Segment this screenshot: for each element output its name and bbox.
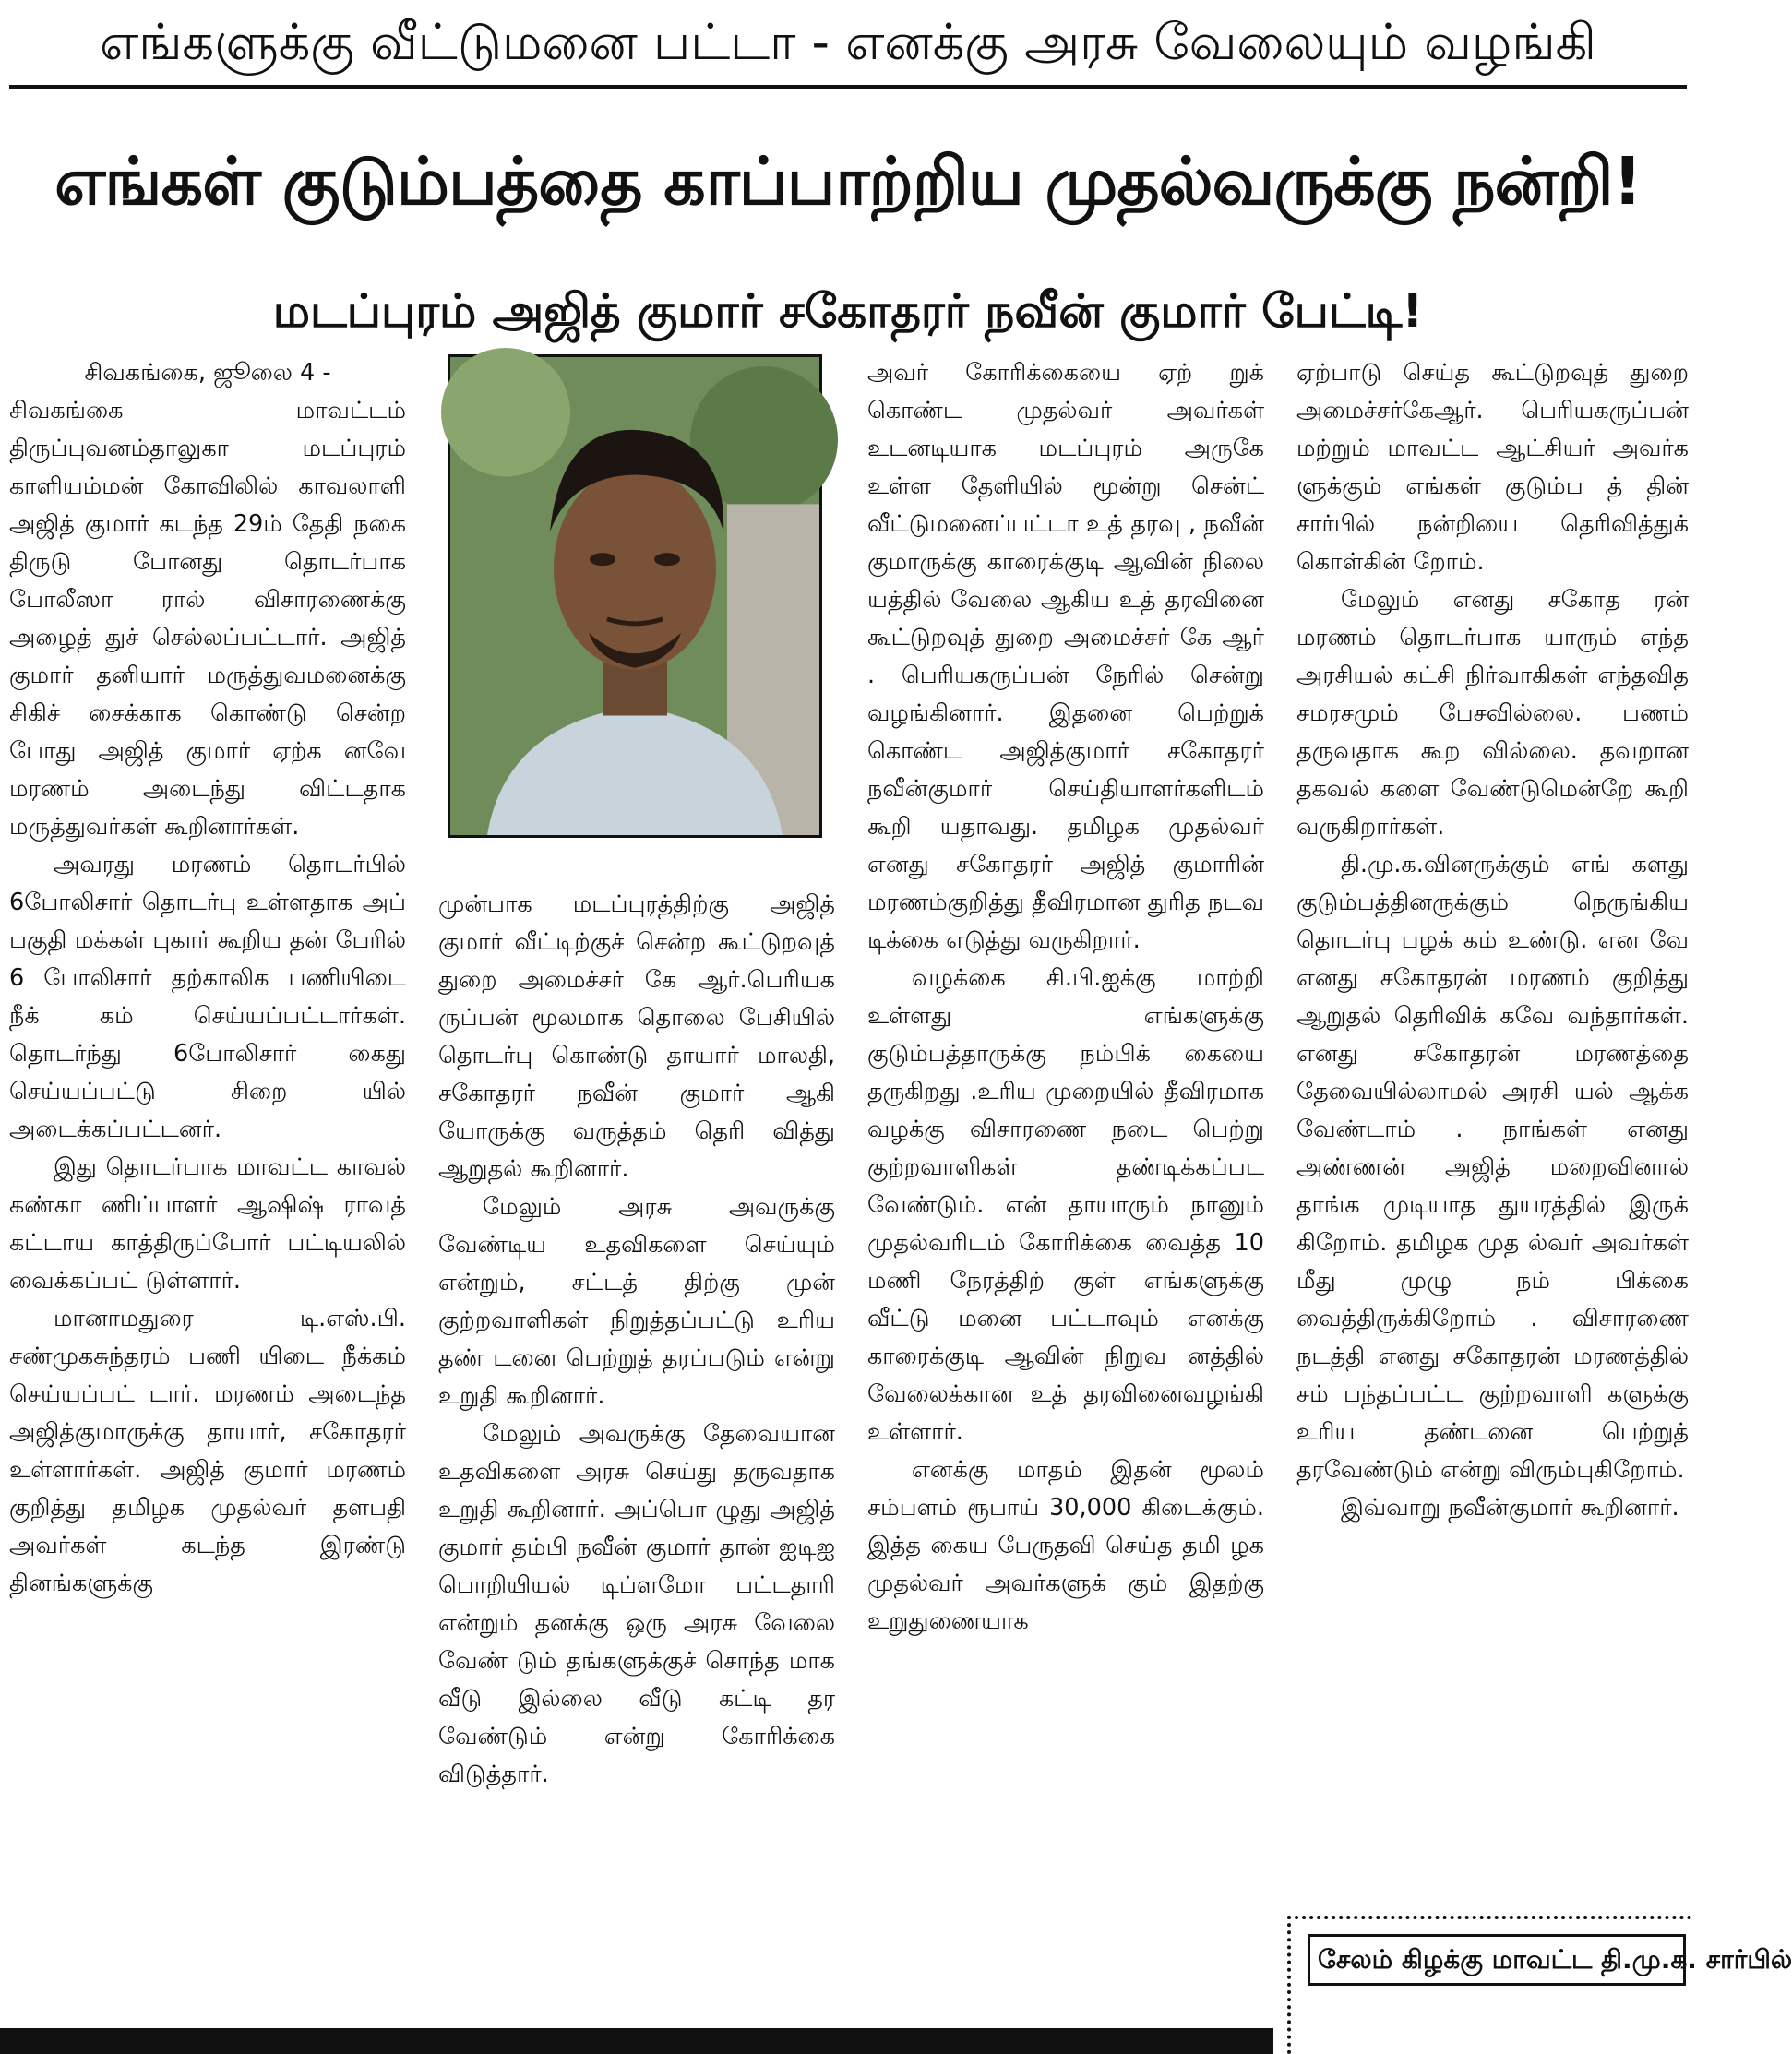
paragraph: சிவகங்கை மாவட்டம் திருப்புவனம்தாலுகா மடப்புரம் காளியம்மன் கோவிலில் காவலாளி அஜித் குமார் கடந்த 29ம் தேதி நகை திருடு போனது தொடர்பாக போலீஸா ரால் விசாரணைக்கு அழைத் துச் செல்லப்பட்டார். அஜித் குமார் தனியார் மருத்துவமனைக்கு சிகிச் சைக்காக கொண்டு சென்ற போது அஜித் குமார் ஏற்க னவே மரணம் அடைந்து விட்டதாக மருத்துவர்கள் கூறினார்கள்.: [9, 397, 406, 841]
paragraph: மேலும் எனது சகோத ரன் மரணம் தொடர்பாக யாரும் எந்த அரசியல் கட்சி நிர்வாகிகள் எந்தவித சமரசமும் பேசவில்லை. பணம் தருவதாக கூற வில்லை. தவறான தகவல் களை வேண்டுமென்றே கூறி வருகிறார்கள்.: [1296, 586, 1689, 841]
adjacent-article-label: சேலம் கிழக்கு மாவட்ட தி.மு.க. சார்பில்: [1308, 1934, 1686, 1986]
paragraph: இது தொடர்பாக மாவட்ட காவல் கண்கா ணிப்பாளர் ஆஷிஷ் ராவத் கட்டாய காத்திருப்போர் பட்டியலில் வைக்கப்பட் டுள்ளார்.: [9, 1153, 406, 1295]
kicker-rule: [9, 85, 1687, 89]
portrait-photo-icon: [450, 357, 819, 835]
paragraph: அவர் கோரிக்கையை ஏற் றுக் கொண்ட முதல்வர் அவர்கள் உடனடியாக மடப்புரம் அருகே உள்ள தேளியில் மூன்று சென்ட் வீட்டுமனைப்பட்டா உத் தரவு , நவீன் குமாருக்கு காரைக்குடி ஆவின் நிலை யத்தில் வேலை ஆகிய உத் தரவினை கூட்டுறவுத் துறை அமைச்சர் கே ஆர் . பெரியகருப்பன் நேரில் சென்று வழங்கினார். இதனை பெற்றுக் கொண்ட அஜித்குமார் சகோதரர் நவீன்குமார் செய்தியாளர்களிடம் கூறி யதாவது. தமிழக முதல்வர் எனது சகோதரர் அஜித் குமாரின் மரணம்குறித்து தீவிரமான துரித நடவ டிக்கை எடுத்து வருகிறார்.: [867, 359, 1264, 954]
article-column-2: [438, 886, 835, 2021]
sub-headline: மடப்புரம் அஜித் குமார் சகோதரர் நவீன் குமார் பேட்டி!: [272, 284, 1424, 338]
article-column-4: [1296, 354, 1689, 1941]
paragraph: இவ்வாறு நவீன்குமார் கூறினார்.: [1341, 1494, 1679, 1522]
article-column-3: [867, 354, 1264, 2015]
dateline: சிவகங்கை, ஜூலை 4 -: [84, 359, 331, 387]
bottom-divider-bar: [0, 2028, 1273, 2054]
paragraph: மேலும் அவருக்கு தேவையான உதவிகளை அரசு செய்து தருவதாக உறுதி கூறினார். அப்பொ ழுது அஜித் குமார் தம்பி நவீன் குமார் தான் ஐடிஐ பொறியியல் டிப்ளமோ பட்டதாரி என்றும் தனக்கு ஒரு அரசு வேலை வேண் டும் தங்களுக்குச் சொந்த மாக வீடு இல்லை வீடு கட்டி தர வேண்டும் என்று கோரிக்கை விடுத்தார்.: [438, 1420, 835, 1788]
portrait-photo: [448, 354, 822, 838]
paragraph: எனக்கு மாதம் இதன் மூலம் சம்பளம் ரூபாய் 30,000 கிடைக்கும். இத்த கைய பேருதவி செய்த தமி ழக முதல்வர் அவர்களுக் கும் இதற்கு உறுதுணையாக: [867, 1456, 1264, 1635]
paragraph: முன்பாக மடப்புரத்திற்கு அஜித் குமார் வீட்டிற்குச் சென்ற கூட்டுறவுத் துறை அமைச்சர் கே ஆர்.பெரியக ருப்பன் மூலமாக தொலை பேசியில் தொடர்பு கொண்டு தாயார் மாலதி, சகோதரர் நவீன் குமார் ஆகி யோருக்கு வருத்தம் தெரி வித்து ஆறுதல் கூறினார்.: [438, 890, 835, 1183]
adjacent-article-box: [1287, 1916, 1792, 2054]
paragraph: ஏற்பாடு செய்த கூட்டுறவுத் துறை அமைச்சர்கேஆர். பெரியகருப்பன் மற்றும் மாவட்ட ஆட்சியர் அவர்க ளுக்கும் எங்கள் குடும்ப த் தின் சார்பில் நன்றியை தெரிவித்துக் கொள்கின் றோம்.: [1296, 359, 1689, 576]
article-column-1: [9, 354, 406, 2015]
kicker-headline: எங்களுக்கு வீட்டுமனை பட்டா - எனக்கு அரசு வேலையும் வழங்கி: [100, 13, 1596, 71]
main-headline: எங்கள் குடும்பத்தை காப்பாற்றிய முதல்வருக்கு நன்றி!: [54, 143, 1642, 220]
paragraph: வழக்கை சி.பி.ஐக்கு மாற்றி உள்ளது எங்களுக்கு குடும்பத்தாருக்கு நம்பிக் கையை தருகிறது .உரிய முறையில் தீவிரமாக வழக்கு விசாரணை நடை பெற்று குற்றவாளிகள் தண்டிக்கப்பட வேண்டும். என் தாயாரும் நானும் முதல்வரிடம் கோரிக்கை வைத்த 10 மணி நேரத்திற் குள் எங்களுக்கு வீட்டு மனை பட்டாவும் எனக்கு காரைக்குடி ஆவின் நிறுவ னத்தில் வேலைக்கான உத் தரவினைவழங்கி உள்ளார்.: [867, 964, 1264, 1446]
paragraph: தி.மு.க.வினருக்கும் எங் களது குடும்பத்தினருக்கும் நெருங்கிய தொடர்பு பழக் கம் உண்டு. என வே எனது சகோதரன் மரணம் குறித்து ஆறுதல் தெரிவிக் கவே வந்தார்கள். எனது சகோதரன் மரணத்தை தேவையில்லாமல் அரசி யல் ஆக்க வேண்டாம் . நாங்கள் எனது அண்ணன் அஜித் மறைவினால் தாங்க முடியாத துயரத்தில் இருக் கிறோம். தமிழக முத ல்வர் அவர்கள் மீது முழு நம் பிக்கை வைத்திருக்கிறோம் . விசாரணை நடத்தி எனது சகோதரன் மரணத்தில் சம் பந்தப்பட்ட குற்றவாளி களுக்கு உரிய தண்டனை பெற்றுத் தரவேண்டும் என்று விரும்புகிறோம்.: [1296, 851, 1689, 1484]
paragraph: அவரது மரணம் தொடர்பில் 6போலிசார் தொடர்பு உள்ளதாக அப் பகுதி மக்கள் புகார் கூறிய தன் பேரில் 6 போலிசார் தற்காலிக பணியிடை நீக் கம் செய்யப்பட்டார்கள். தொடர்ந்து 6போலிசார் கைது செய்யப்பட்டு சிறை யில் அடைக்கப்பட்டனர்.: [9, 851, 406, 1143]
paragraph: மேலும் அரசு அவருக்கு வேண்டிய உதவிகளை செய்யும் என்றும், சட்டத் திற்கு முன் குற்றவாளிகள் நிறுத்தப்பட்டு உரிய தண் டனை பெற்றுத் தரப்படும் என்று உறுதி கூறினார்.: [438, 1193, 835, 1410]
paragraph: மானாமதுரை டி.எஸ்.பி. சண்முகசுந்தரம் பணி யிடை நீக்கம் செய்யப்பட் டார். மரணம் அடைந்த அஜித்குமாருக்கு தாயார், சகோதரர் உள்ளார்கள். அஜித் குமார் மரணம் குறித்து தமிழக முதல்வர் தளபதி அவர்கள் கடந்த இரண்டு தினங்களுக்கு: [9, 1305, 406, 1597]
